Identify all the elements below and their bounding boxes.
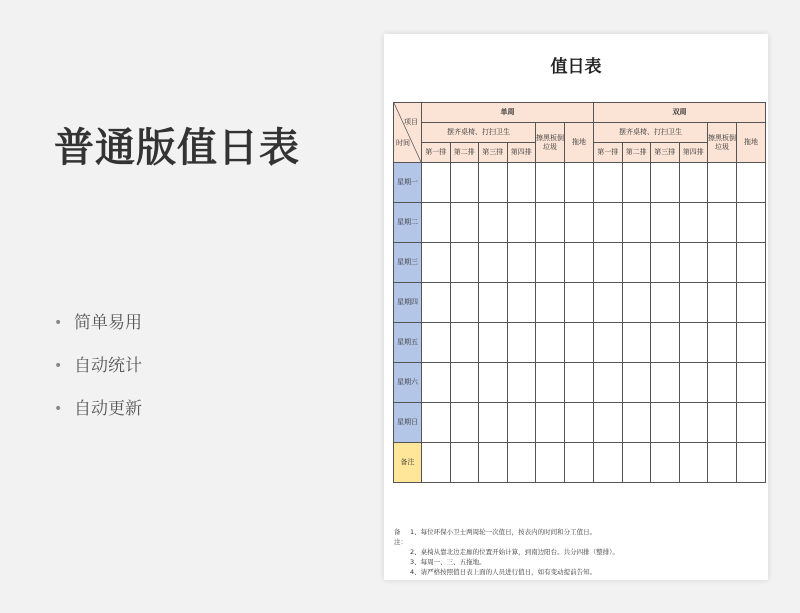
duty-cell[interactable] xyxy=(450,323,479,363)
duty-table xyxy=(393,102,766,483)
subgroup-header: 摆齐桌椅、打扫卫生 xyxy=(422,123,536,143)
duty-cell[interactable] xyxy=(708,243,737,283)
duty-cell[interactable] xyxy=(536,363,565,403)
feature-list xyxy=(54,310,142,439)
feature-item xyxy=(54,396,142,439)
row-col-header: 第三排 xyxy=(479,143,508,163)
duty-cell[interactable] xyxy=(507,283,536,323)
duty-cell[interactable] xyxy=(651,283,680,323)
blackboard-header: 擦黑板倒垃圾 xyxy=(536,123,565,163)
duty-cell[interactable] xyxy=(479,163,508,203)
diagonal-line xyxy=(394,103,421,162)
duty-cell[interactable] xyxy=(536,283,565,323)
note-text: 3、每周一、三、五拖地。 xyxy=(410,558,486,566)
duty-cell[interactable] xyxy=(422,203,451,243)
duty-cell[interactable] xyxy=(651,203,680,243)
row-col-header: 第四排 xyxy=(507,143,536,163)
row-col-header: 第四排 xyxy=(679,143,708,163)
bullet-icon: • xyxy=(54,358,63,374)
duty-cell[interactable] xyxy=(565,283,594,323)
duty-cell[interactable] xyxy=(651,163,680,203)
duty-cell[interactable] xyxy=(479,243,508,283)
note-line xyxy=(394,557,762,567)
duty-cell[interactable] xyxy=(679,443,708,483)
duty-cell[interactable] xyxy=(507,403,536,443)
bullet-icon: • xyxy=(54,315,63,331)
table-row xyxy=(394,443,766,483)
duty-cell[interactable] xyxy=(737,283,766,323)
duty-cell[interactable] xyxy=(479,203,508,243)
duty-cell[interactable] xyxy=(708,363,737,403)
table-row xyxy=(394,243,766,283)
subgroup-header: 摆齐桌椅、打扫卫生 xyxy=(594,123,708,143)
row-col-header: 第一排 xyxy=(594,143,623,163)
duty-cell[interactable] xyxy=(594,403,623,443)
duty-cell[interactable] xyxy=(622,323,651,363)
duty-cell[interactable] xyxy=(737,403,766,443)
duty-cell[interactable] xyxy=(422,403,451,443)
feature-label: 简单易用 xyxy=(74,313,142,333)
table-row xyxy=(394,403,766,443)
group-header-double-week: 双周 xyxy=(594,103,766,123)
duty-cell[interactable] xyxy=(565,243,594,283)
duty-cell[interactable] xyxy=(622,403,651,443)
duty-cell[interactable] xyxy=(651,443,680,483)
table-row xyxy=(394,163,766,203)
feature-item xyxy=(54,310,142,353)
duty-cell[interactable] xyxy=(679,163,708,203)
note-text: 1、每位环保小卫士两周轮一次值日，按表内的时间和分工值日。 xyxy=(410,528,597,536)
duty-cell[interactable] xyxy=(536,243,565,283)
day-label: 星期二 xyxy=(394,203,422,243)
corner-header xyxy=(394,103,422,163)
duty-cell[interactable] xyxy=(422,243,451,283)
table-row xyxy=(394,363,766,403)
day-label: 星期日 xyxy=(394,403,422,443)
duty-cell[interactable] xyxy=(651,363,680,403)
duty-cell[interactable] xyxy=(507,243,536,283)
duty-cell[interactable] xyxy=(737,163,766,203)
duty-cell[interactable] xyxy=(651,243,680,283)
bullet-icon: • xyxy=(54,401,63,417)
duty-cell[interactable] xyxy=(679,243,708,283)
duty-cell[interactable] xyxy=(422,363,451,403)
duty-cell[interactable] xyxy=(450,363,479,403)
duty-cell[interactable] xyxy=(422,323,451,363)
row-col-header: 第二排 xyxy=(622,143,651,163)
duty-cell[interactable] xyxy=(594,323,623,363)
duty-cell[interactable] xyxy=(422,283,451,323)
document-preview xyxy=(384,34,768,580)
duty-cell[interactable] xyxy=(450,283,479,323)
duty-cell[interactable] xyxy=(737,363,766,403)
remark-label: 备注 xyxy=(394,443,422,483)
duty-cell[interactable] xyxy=(565,363,594,403)
duty-cell[interactable] xyxy=(507,443,536,483)
duty-cell[interactable] xyxy=(594,363,623,403)
day-label: 星期四 xyxy=(394,283,422,323)
duty-cell[interactable] xyxy=(479,443,508,483)
day-label: 星期六 xyxy=(394,363,422,403)
table-row xyxy=(394,323,766,363)
duty-cell[interactable] xyxy=(622,363,651,403)
duty-cell[interactable] xyxy=(536,323,565,363)
duty-cell[interactable] xyxy=(507,323,536,363)
duty-cell[interactable] xyxy=(536,403,565,443)
duty-cell[interactable] xyxy=(479,323,508,363)
day-label: 星期三 xyxy=(394,243,422,283)
duty-cell[interactable] xyxy=(708,323,737,363)
duty-cell[interactable] xyxy=(536,443,565,483)
note-line xyxy=(394,527,762,547)
duty-cell[interactable] xyxy=(507,163,536,203)
duty-cell[interactable] xyxy=(594,443,623,483)
mop-header: 拖地 xyxy=(737,123,766,163)
duty-cell[interactable] xyxy=(536,203,565,243)
duty-cell[interactable] xyxy=(651,323,680,363)
duty-cell[interactable] xyxy=(479,363,508,403)
duty-cell[interactable] xyxy=(651,403,680,443)
duty-cell[interactable] xyxy=(565,163,594,203)
duty-cell[interactable] xyxy=(679,283,708,323)
duty-cell[interactable] xyxy=(450,443,479,483)
duty-cell[interactable] xyxy=(450,403,479,443)
duty-cell[interactable] xyxy=(708,163,737,203)
duty-cell[interactable] xyxy=(622,443,651,483)
sheet-title: 值日表 xyxy=(550,57,602,77)
duty-cell[interactable] xyxy=(708,403,737,443)
feature-label: 自动统计 xyxy=(74,356,142,376)
table-body xyxy=(394,163,766,483)
day-label: 星期一 xyxy=(394,163,422,203)
group-header-single-week: 单周 xyxy=(422,103,594,123)
duty-cell[interactable] xyxy=(679,403,708,443)
duty-cell[interactable] xyxy=(507,203,536,243)
duty-cell[interactable] xyxy=(679,363,708,403)
duty-cell[interactable] xyxy=(594,243,623,283)
duty-cell[interactable] xyxy=(622,243,651,283)
duty-cell[interactable] xyxy=(450,163,479,203)
duty-cell[interactable] xyxy=(737,243,766,283)
duty-cell[interactable] xyxy=(708,283,737,323)
duty-cell[interactable] xyxy=(594,283,623,323)
corner-time-label: 时间 xyxy=(396,139,410,147)
duty-cell[interactable] xyxy=(422,163,451,203)
duty-cell[interactable] xyxy=(708,443,737,483)
row-col-header: 第一排 xyxy=(422,143,451,163)
row-col-header: 第三排 xyxy=(651,143,680,163)
feature-label: 自动更新 xyxy=(74,399,142,419)
table-row xyxy=(394,203,766,243)
duty-cell[interactable] xyxy=(479,283,508,323)
duty-cell[interactable] xyxy=(679,323,708,363)
duty-cell[interactable] xyxy=(479,403,508,443)
duty-cell[interactable] xyxy=(594,163,623,203)
duty-cell[interactable] xyxy=(536,163,565,203)
duty-cell[interactable] xyxy=(737,203,766,243)
corner-item-label: 项目 xyxy=(404,118,418,126)
promo-title: 普通版值日表 xyxy=(54,125,300,171)
row-col-header: 第二排 xyxy=(450,143,479,163)
duty-cell[interactable] xyxy=(422,443,451,483)
note-line xyxy=(394,567,762,577)
note-text: 4、请严格按照值日表上面的人员进行值日，如有变动提前告知。 xyxy=(410,568,597,576)
duty-cell[interactable] xyxy=(565,403,594,443)
note-line xyxy=(394,547,762,557)
day-label: 星期五 xyxy=(394,323,422,363)
note-text: 2、桌椅从靠北边走廊的位置开始计算，到南边阳台。共分四排（整排）。 xyxy=(410,548,619,556)
blackboard-header: 擦黑板倒垃圾 xyxy=(708,123,737,163)
duty-cell[interactable] xyxy=(622,163,651,203)
duty-cell[interactable] xyxy=(708,203,737,243)
duty-cell[interactable] xyxy=(737,443,766,483)
duty-cell[interactable] xyxy=(622,203,651,243)
notes-label: 备注： xyxy=(394,528,407,546)
duty-cell[interactable] xyxy=(622,283,651,323)
duty-cell[interactable] xyxy=(737,323,766,363)
duty-cell[interactable] xyxy=(565,203,594,243)
feature-item xyxy=(54,353,142,396)
duty-cell[interactable] xyxy=(507,363,536,403)
duty-cell[interactable] xyxy=(565,323,594,363)
duty-cell[interactable] xyxy=(450,203,479,243)
duty-cell[interactable] xyxy=(565,443,594,483)
duty-cell[interactable] xyxy=(594,203,623,243)
notes-section xyxy=(394,527,762,577)
duty-cell[interactable] xyxy=(450,243,479,283)
table-row xyxy=(394,283,766,323)
duty-cell[interactable] xyxy=(679,203,708,243)
mop-header: 拖地 xyxy=(565,123,594,163)
